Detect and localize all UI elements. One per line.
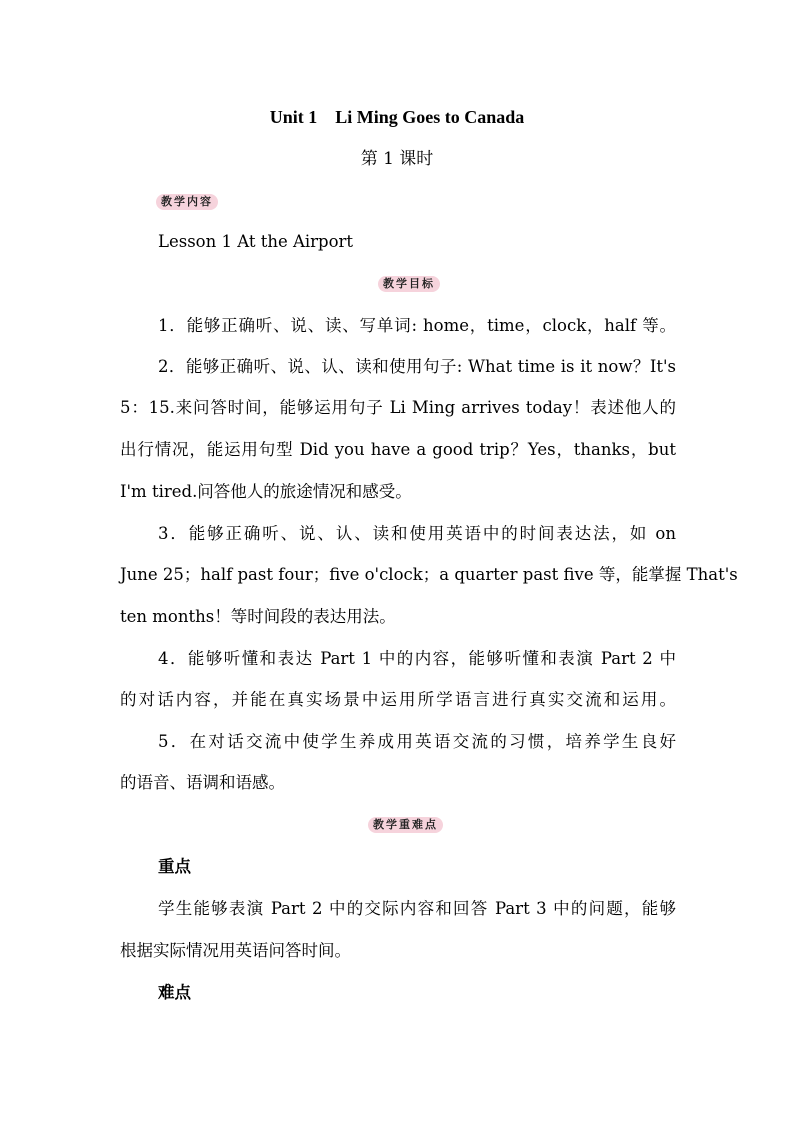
objective-2-line-2: 5：15.来问答时间，能够运用句子 Li Ming arrives today！表述他人的 [120,398,676,417]
objective-4-line-1: 4．能够听懂和表达 Part 1 中的内容，能够听懂和表演 Part 2 中 [158,649,676,668]
teaching-objectives-badge: 教学目标 [378,276,440,292]
objective-5-line-1: 5．在对话交流中使学生养成用英语交流的习惯，培养学生良好 [158,732,676,751]
difficulty-heading: 难点 [158,983,191,1002]
objective-3-line-3: ten months！等时间段的表达用法。 [120,607,396,626]
objective-1: 1．能够正确听、说、读、写单词: home，time，clock，half 等。 [158,316,676,335]
lesson-period: 第 1 课时 [360,149,434,169]
focus-line-2: 根据实际情况用英语问答时间。 [120,941,351,960]
objective-4-line-2: 的对话内容，并能在真实场景中运用所学语言进行真实交流和运用。 [120,690,676,709]
objective-5-line-2: 的语音、语调和语感。 [120,773,285,792]
objective-2-line-1: 2．能够正确听、说、认、读和使用句子: What time is it now？It's [158,357,676,376]
objective-3-line-2: June 25；half past four；five o'clock；a quarter past five 等，能掌握 That's [120,565,738,584]
objective-2-line-3: 出行情况，能运用句型 Did you have a good trip？Yes，thanks，but [120,440,676,459]
focus-heading: 重点 [158,857,191,876]
focus-line-1: 学生能够表演 Part 2 中的交际内容和回答 Part 3 中的问题，能够 [158,899,676,918]
page-title: Unit 1 Li Ming Goes to Canada [269,107,525,127]
teaching-content-badge: 教学内容 [156,194,218,210]
lesson-name: Lesson 1 At the Airport [158,232,354,251]
objective-3-line-1: 3．能够正确听、说、认、读和使用英语中的时间表达法，如 on [158,524,676,543]
objective-2-line-4: I'm tired.问答他人的旅途情况和感受。 [120,482,412,501]
key-difficult-points-badge: 教学重难点 [368,817,443,833]
